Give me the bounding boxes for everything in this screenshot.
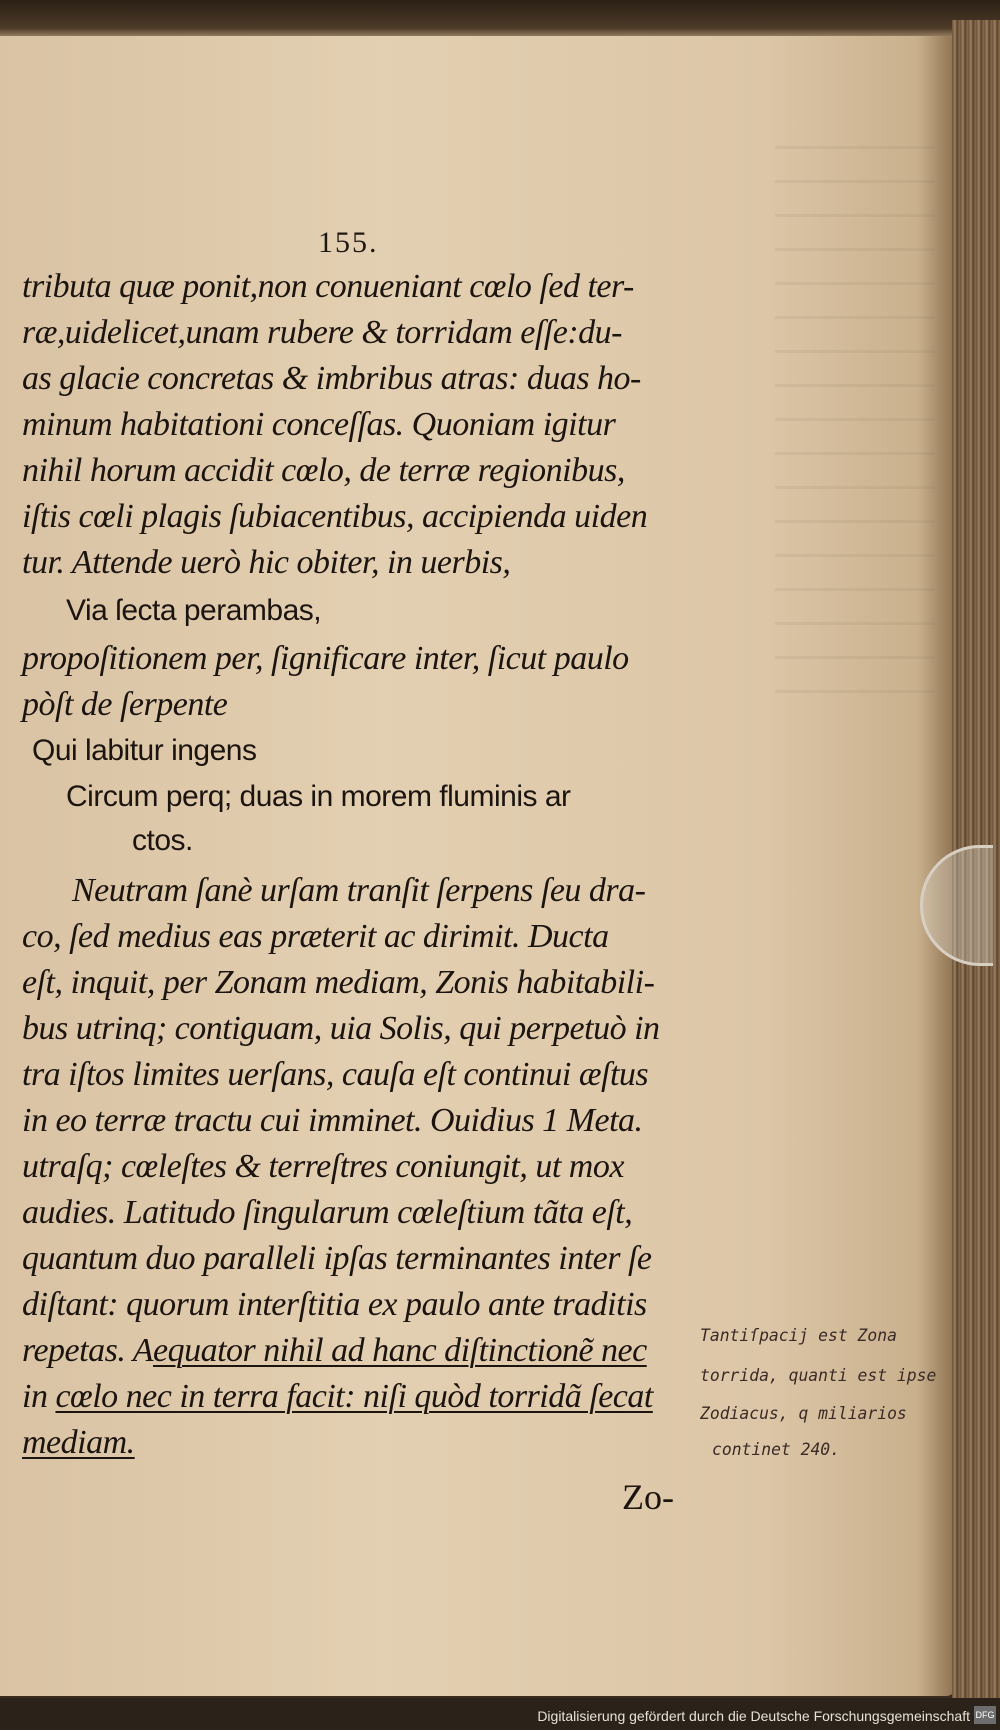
text-line: as glacie concretas & imbribus atras: duas ho- — [22, 360, 641, 397]
verse-line: ctos. — [132, 824, 193, 857]
text-line: quantum duo paralleli ipſas terminantes inter ſe — [22, 1240, 652, 1277]
text-line: co, ſed medius eas præterit ac dirimit. Ducta — [22, 918, 609, 955]
text-line: nihil horum accidit cœlo, de terræ regionibus, — [22, 452, 625, 489]
text-line: tributa quæ ponit,non conueniant cœlo ſed ter- — [22, 268, 634, 305]
text-line: propoſitionem per, ſignificare inter, ſicut paulo — [22, 640, 629, 677]
text-line-underlined — [22, 1378, 653, 1416]
text-line: in eo terræ tractu cui imminet. Ouidius 1 Meta. — [22, 1102, 643, 1139]
verse-line: Qui labitur ingens — [32, 734, 257, 767]
book-page — [0, 36, 956, 1696]
text-line: audies. Latitudo ſingularum cœleſtium tãta eſt, — [22, 1194, 633, 1231]
text-line: eſt, inquit, per Zonam mediam, Zonis habitabili- — [22, 964, 655, 1001]
marginal-note-line: Tantiſpacij est Zona — [700, 1326, 897, 1346]
catchword: Zo- — [622, 1477, 674, 1517]
text-line: tra iſtos limites uerſans, cauſa eſt continui æſtus — [22, 1056, 649, 1093]
underlined-span: cœlo nec in terra facit: niſi quòd torridã ſecat — [55, 1378, 653, 1415]
text-line: bus utrinq; contiguam, uia Solis, qui perpetuò in — [22, 1010, 660, 1047]
text-line: minum habitationi conceſſas. Quoniam igitur — [22, 406, 616, 443]
text-line: iſtis cœli plagis ſubiacentibus, accipienda uiden — [22, 498, 648, 535]
text-span: repetas. A — [22, 1332, 153, 1369]
text-line-underlined: mediam. — [22, 1424, 135, 1461]
verse-line: Circum perq; duas in morem fluminis ar — [66, 780, 571, 813]
text-line-underlined — [22, 1332, 647, 1370]
footer-bar — [0, 1698, 1000, 1730]
marginal-note-line: continet 240. — [712, 1440, 841, 1460]
text-line: utraſq; cœleſtes & terreſtres coniungit, ut mox — [22, 1148, 624, 1185]
text-line: tur. Attende uerò hic obiter, in uerbis, — [22, 544, 511, 581]
text-span: in — [22, 1378, 56, 1415]
marginal-note-line: Zodiacus, q miliarios — [700, 1404, 907, 1424]
dfg-logo: DFG — [974, 1706, 996, 1724]
text-line: diſtant: quorum interſtitia ex paulo ante traditis — [22, 1286, 647, 1323]
text-line: ræ,uidelicet,unam rubere & torridam eſſe:du- — [22, 314, 622, 351]
underlined-span: equator nihil ad hanc diſtinctionẽ nec — [152, 1332, 647, 1369]
scan-top-edge — [0, 0, 1000, 40]
footer-credit: Digitalisierung gefördert durch die Deutsche Forschungsgemeinschaft — [537, 1708, 970, 1724]
show-through-text — [775, 146, 935, 706]
text-line: pòſt de ſerpente — [22, 686, 228, 723]
page-number: 155. — [318, 226, 379, 259]
text-line: Neutram ſanè urſam tranſit ſerpens ſeu dra- — [72, 872, 646, 909]
marginal-note-line: torrida, quanti est ipse — [700, 1366, 937, 1386]
verse-line: Via ſecta perambas, — [66, 594, 322, 627]
